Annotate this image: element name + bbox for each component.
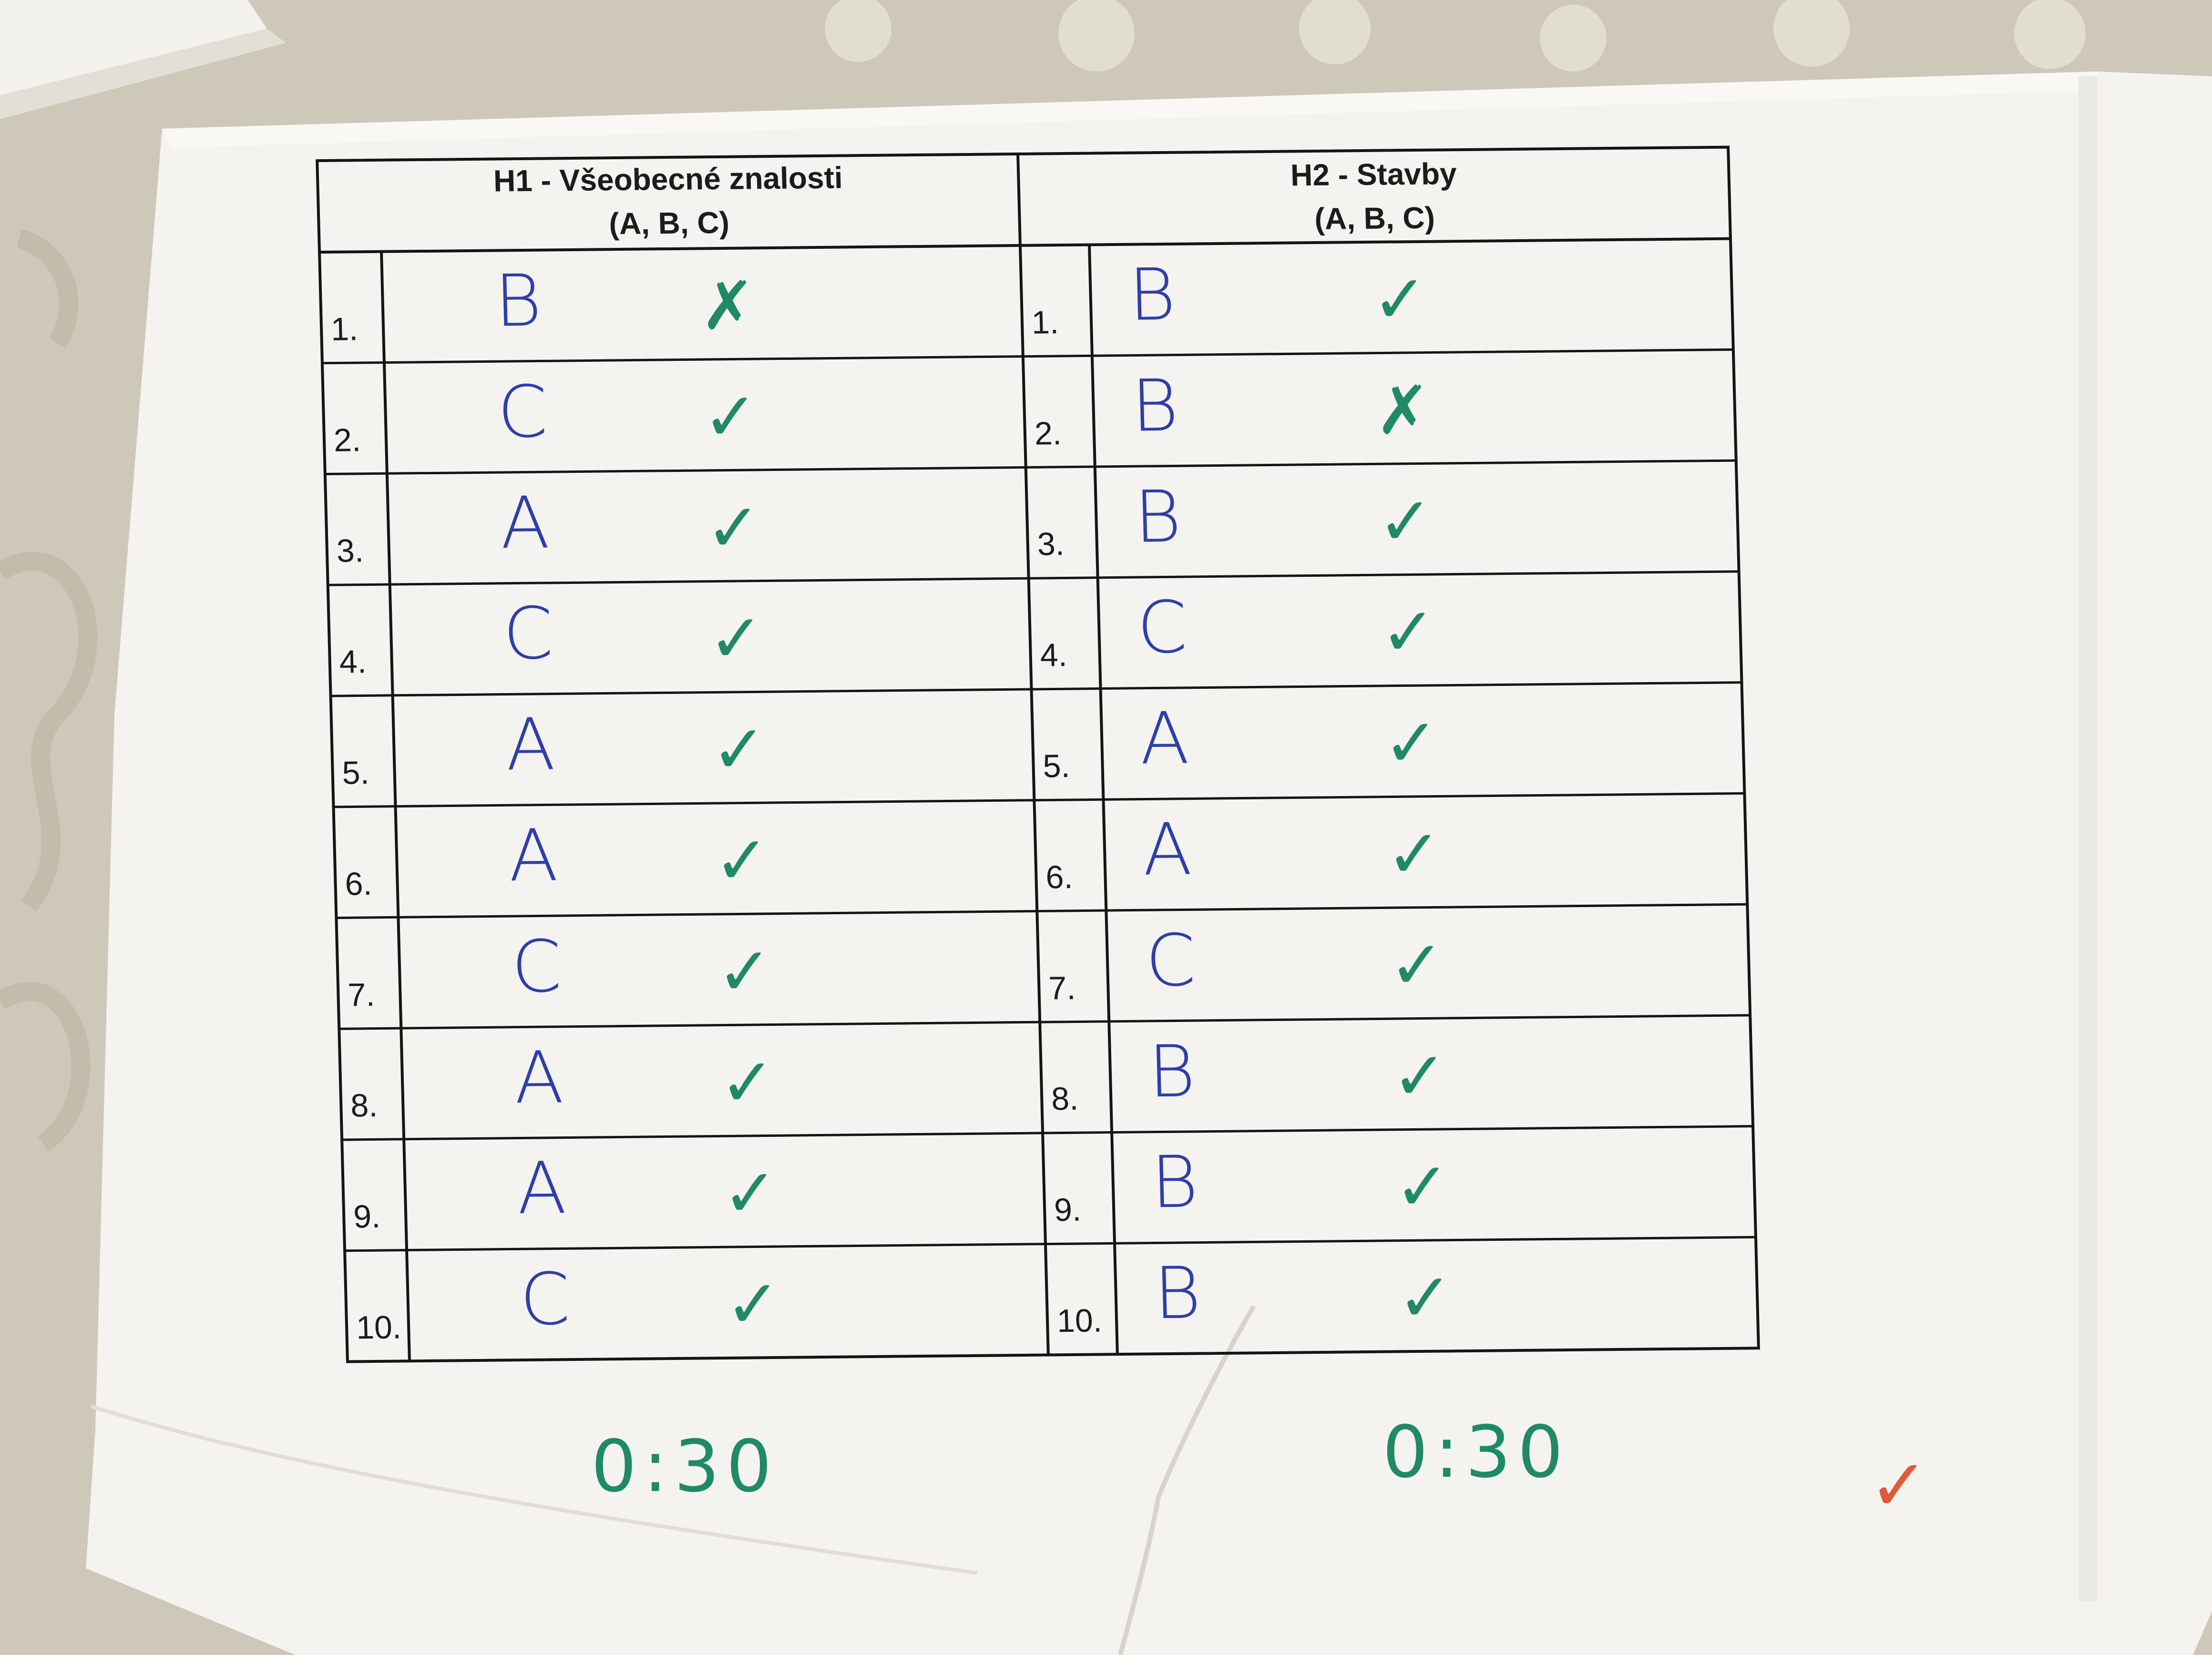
h1-handwritten-answer: C — [519, 1258, 571, 1342]
h1-grading-mark: ✓ — [704, 489, 763, 567]
h1-row-number: 3. — [336, 532, 364, 570]
h2-grading-mark: ✓ — [1385, 815, 1443, 894]
h2-score: 0:30 — [1382, 1411, 1570, 1494]
h1-grading-mark: ✓ — [718, 1043, 777, 1122]
h1-handwritten-answer: A — [499, 481, 551, 565]
h1-handwritten-answer: B — [493, 259, 543, 343]
h2-grading-mark: ✓ — [1379, 593, 1438, 672]
h1-handwritten-answer: A — [516, 1147, 567, 1231]
h2-row-number: 9. — [1054, 1191, 1082, 1228]
h1-row-number: 2. — [333, 421, 361, 459]
h2-grading-mark: ✓ — [1388, 926, 1446, 1005]
h1-row-number: 7. — [347, 976, 376, 1013]
h2-grading-mark: ✓ — [1393, 1148, 1452, 1226]
h2-grading-mark: ✓ — [1382, 704, 1440, 783]
h2-grading-mark: ✓ — [1391, 1037, 1449, 1116]
h2-row-number: 3. — [1036, 526, 1065, 563]
h1-handwritten-answer: A — [508, 814, 559, 898]
h2-row-number: 10. — [1056, 1302, 1103, 1339]
h1-row-number: 4. — [338, 644, 367, 680]
h1-handwritten-answer: C — [502, 592, 554, 676]
h2-grading-mark: ✓ — [1396, 1259, 1454, 1338]
h1-title: H1 - Všeobecné znalosti — [493, 160, 843, 198]
h2-handwritten-answer: A — [1141, 808, 1193, 892]
h1-grading-mark: ✓ — [721, 1154, 779, 1233]
h2-handwritten-answer: A — [1139, 697, 1190, 781]
h1-grading-mark: ✓ — [716, 932, 774, 1011]
h1-handwritten-answer: C — [510, 925, 563, 1009]
h2-header — [1018, 149, 1731, 244]
h2-handwritten-answer: C — [1136, 586, 1188, 670]
h1-grading-mark: ✓ — [707, 600, 766, 678]
h1-row-number: 10. — [356, 1309, 402, 1346]
h2-row-number: 8. — [1051, 1081, 1079, 1117]
h2-handwritten-answer: B — [1133, 475, 1182, 559]
h1-grading-mark: ✗ — [699, 267, 757, 346]
h2-row-number: 7. — [1048, 970, 1076, 1007]
h2-title: H2 - Stavby — [1290, 156, 1457, 193]
h2-row-number: 1. — [1031, 304, 1059, 341]
h2-row-number: 6. — [1045, 858, 1074, 896]
h2-handwritten-answer: B — [1130, 364, 1179, 448]
h2-row-number: 2. — [1034, 415, 1062, 452]
h1-row-number: 6. — [344, 865, 373, 902]
answer-sheet-table — [272, 143, 1794, 1368]
h2-handwritten-answer: C — [1144, 919, 1197, 1003]
h2-grading-mark: ✓ — [1376, 482, 1435, 561]
h1-row-number: 8. — [350, 1087, 379, 1124]
h2-row-number: 5. — [1042, 747, 1071, 785]
h1-grading-mark: ✓ — [713, 822, 771, 900]
h1-handwritten-answer: C — [496, 370, 549, 454]
h1-row-number: 9. — [353, 1198, 381, 1235]
h2-handwritten-answer: B — [1147, 1030, 1197, 1114]
h1-grading-mark: ✓ — [710, 711, 768, 789]
h1-header — [317, 154, 1020, 248]
h2-grading-mark: ✓ — [1371, 260, 1429, 339]
h1-grading-mark: ✓ — [724, 1266, 782, 1344]
h1-row-number: 1. — [330, 311, 358, 347]
h2-row-number: 4. — [1039, 637, 1068, 674]
h1-handwritten-answer: A — [513, 1036, 564, 1120]
h2-handwritten-answer: B — [1127, 253, 1177, 337]
h2-handwritten-answer: B — [1150, 1141, 1199, 1225]
corner-check-mark: ✓ — [1869, 1444, 1929, 1527]
h1-score: 0:30 — [591, 1425, 778, 1508]
h1-row-number: 5. — [341, 755, 370, 791]
h2-options: (A, B, C) — [1314, 200, 1435, 236]
h1-options: (A, B, C) — [608, 205, 730, 241]
h1-grading-mark: ✓ — [701, 378, 760, 457]
h2-grading-mark: ✗ — [1373, 371, 1432, 450]
h2-handwritten-answer: B — [1153, 1252, 1202, 1336]
h1-handwritten-answer: A — [505, 703, 556, 787]
